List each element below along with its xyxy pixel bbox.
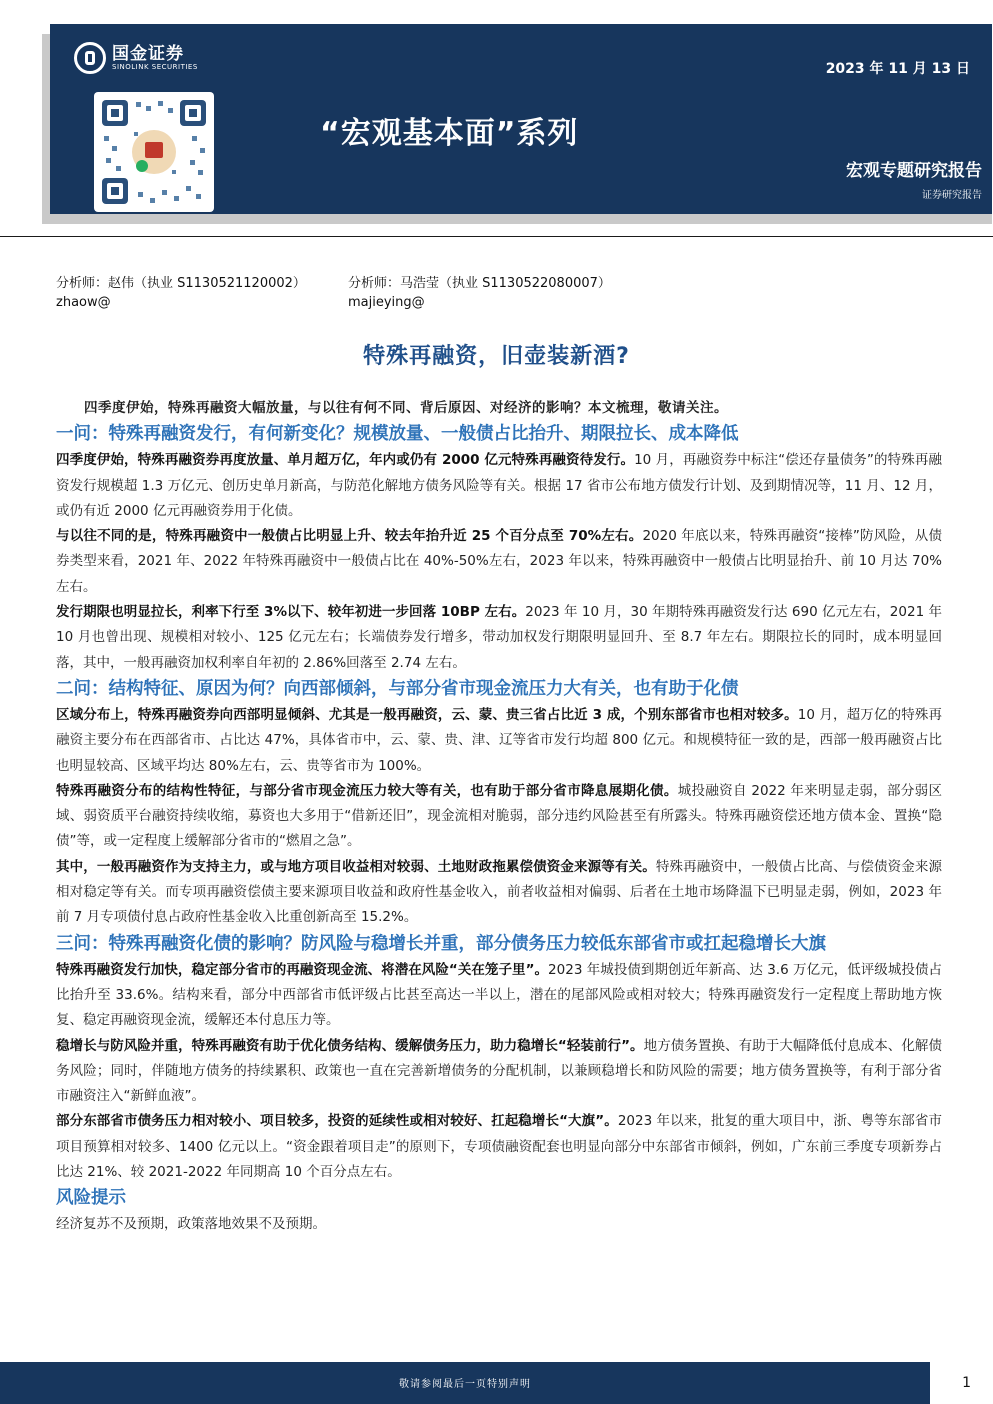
section-3-paragraph-2 (56, 1034, 942, 1110)
lead-sentence: 其中，一般再融资作为支持主力，或与地方项目收益相对较弱、土地财政拖累偿债资金来源等有关。 (56, 858, 656, 875)
analyst-1-info: 分析师：赵伟（执业 S1130521120002） (56, 276, 306, 291)
section-2-paragraph-1 (56, 703, 942, 779)
section-2-paragraph-3 (56, 855, 942, 931)
lead-sentence: 特殊再融资发行加快，稳定部分省市的再融资现金流、将潜在风险“关在笼子里”。 (56, 961, 549, 978)
body-text: 2023 年以来，批复的重大项目中，浙、粤等东部省市项目预算相对较多、1400 亿元以上。“资金跟着项目走”的原则下，专项债融资配套也明显向部分中东部省市倾斜，例如，广东前三季度专项新券占比达 21%、较 2021-2022 年同期高 10 个百分点左右。 (56, 1113, 942, 1181)
body-text: 2020 年底以来，特殊再融资“接棒”防风险，从债券类型来看，2021 年、2022 年特殊再融资中一般债占比在 40%-50%左右，2023 年以来，特殊再融资中一般债占比明显抬升、前 10 月达 70%左右。 (56, 528, 942, 595)
body-text: 10 月，再融资券中标注“偿还存量债务”的特殊再融资发行规模超 1.3 万亿元、创历史单月新高，与防范化解地方债务风险等有关。根据 17 省市公布地方债发行计划、及到期情况等，11 月、12 月，或仍有近 2000 亿元再融资券用于化债。 (56, 452, 942, 519)
lead-sentence: 区域分布上，特殊再融资券向西部明显倾斜、尤其是一般再融资，云、蒙、贵三省占比近 3 成，个别东部省市也相对较多。 (56, 706, 798, 723)
report-date: 2023 年 11 月 13 日 (825, 61, 970, 77)
body-text: 城投融资自 2022 年来明显走弱，部分弱区域、弱资质平台融资持续收缩，募资也大多用于“借新还旧”，现金流相对脆弱，部分违约风险甚至有所露头。特殊再融资偿还地方债本金、置换“隐债”等，或一定程度上缓解部分省市的“燃眉之急”。 (56, 782, 942, 850)
analyst-1 (56, 274, 356, 312)
report-title: 特殊再融资，旧壶装新酒? (363, 344, 630, 369)
body-text: 2023 年 10 月，30 年期特殊再融资发行达 690 亿元左右，2021 年 10 月也曾出现、规模相对较小、125 亿元左右；长端债券发行增多，带动加权发行期限明显回升、至 8.7 年左右。期限拉长的同时，成本明显回落，其中，一般再融资加权利率自年初的 2.86%回落至 2.74 左右。 (56, 604, 943, 671)
section-1-heading: 一问：特殊再融资发行，有何新变化？规模放量、一般债占比抬升、期限拉长、成本降低 (56, 424, 739, 445)
analyst-2 (348, 274, 648, 312)
section-2-paragraph-2 (56, 779, 942, 855)
header-banner (50, 24, 992, 214)
logo-mark-icon (74, 42, 106, 74)
analyst-1-email: zhaow@ (56, 295, 111, 310)
lead-sentence: 部分东部省市债务压力相对较小、项目较多，投资的延续性或相对较好、扛起稳增长“大旗”。 (56, 1113, 618, 1130)
header-divider (0, 236, 993, 237)
lead-sentence: 稳增长与防风险并重，特殊再融资有助于优化债务结构、缓解债务压力，助力稳增长“轻装前行”。 (56, 1037, 644, 1054)
lead-sentence: 四季度伊始，特殊再融资券再度放量、单月超万亿，年内或仍有 2000 亿元特殊再融资待发行。 (56, 452, 635, 469)
lead-sentence: 特殊再融资分布的结构性特征，与部分省市现金流压力较大等有关，也有助于部分省市降息展期化债。 (56, 782, 678, 799)
section-2-heading: 二问：结构特征、原因为何？向西部倾斜，与部分省市现金流压力大有关，也有助于化债 (56, 678, 739, 699)
qr-code-icon (94, 92, 214, 212)
lead-sentence: 与以往不同的是，特殊再融资中一般债占比明显上升、较去年抬升近 25 个百分点至 70%左右。 (56, 528, 643, 545)
brand-logo (74, 42, 198, 74)
risk-heading: 风险提示 (56, 1188, 126, 1209)
logo-name-en: SINOLINK SECURITIES (112, 62, 198, 71)
body-text: 10 月，超万亿的特殊再融资主要分布在西部省市、占比达 47%，具体省市中，云、蒙、贵、津、辽等省市发行均超 800 亿元。和规模特征一致的是，西部一般再融资占比也明显较高、区域平均达 80%左右，云、贵等省市为 100%。 (56, 706, 942, 774)
logo-name-cn: 国金证券 (112, 43, 184, 64)
footer-bar (0, 1362, 930, 1404)
section-3-paragraph-1 (56, 958, 942, 1034)
section-1-paragraph-1 (56, 448, 942, 524)
intro-paragraph: 四季度伊始，特殊再融资大幅放量，与以往有何不同、背后原因、对经济的影响？本文梳理，敬请关注。 (84, 400, 728, 416)
footer-disclaimer: 敬请参阅最后一页特别声明 (399, 1379, 531, 1390)
report-type: 宏观专题研究报告 (846, 161, 982, 181)
analyst-2-email: majieying@ (348, 295, 425, 310)
section-3-heading: 三问：特殊再融资化债的影响？防风险与稳增长并重，部分债务压力较低东部省市或扛起稳增长大旗 (56, 933, 826, 954)
body-text: 特殊再融资中，一般债占比高、与偿债资金来源相对稳定等有关。而专项再融资偿债主要来源项目收益和政府性基金收入，前者收益相对偏弱、后者在土地市场降温下已明显走弱，例如，2023 年前 7 月专项债付息占政府性基金收入比重创新高至 15.2%。 (56, 858, 942, 926)
section-3-paragraph-3 (56, 1109, 942, 1185)
risk-text: 经济复苏不及预期，政策落地效果不及预期。 (56, 1216, 326, 1233)
series-title: “宏观基本面”系列 (320, 116, 579, 151)
report-body (56, 396, 942, 1238)
section-1-paragraph-3 (56, 600, 942, 676)
lead-sentence: 发行期限也明显拉长，利率下行至 3%以下、较年初进一步回落 10BP 左右。 (56, 604, 526, 621)
body-text: 地方债务置换、有助于大幅降低付息成本、化解债务风险；同时，伴随地方债务的持续累积、政策也一直在完善新增债务的分配机制，以兼顾稳增长和防风险的需要；地方债务置换等，有利于部分省市融资注入“新鲜血液”。 (56, 1037, 942, 1105)
page-number: 1 (962, 1375, 971, 1391)
analyst-2-info: 分析师：马浩莹（执业 S1130522080007） (348, 276, 611, 291)
section-1-paragraph-2 (56, 524, 942, 600)
body-text: 2023 年城投债到期创近年新高、达 3.6 万亿元，低评级城投债占比抬升至 33.6%。结构来看，部分中西部省市低评级占比甚至高达一半以上，潜在的尾部风险或相对较大；特殊再融资发行一定程度上帮助地方恢复、稳定再融资现金流，缓解还本付息压力等。 (56, 961, 943, 1029)
report-subtype: 证券研究报告 (922, 190, 982, 201)
